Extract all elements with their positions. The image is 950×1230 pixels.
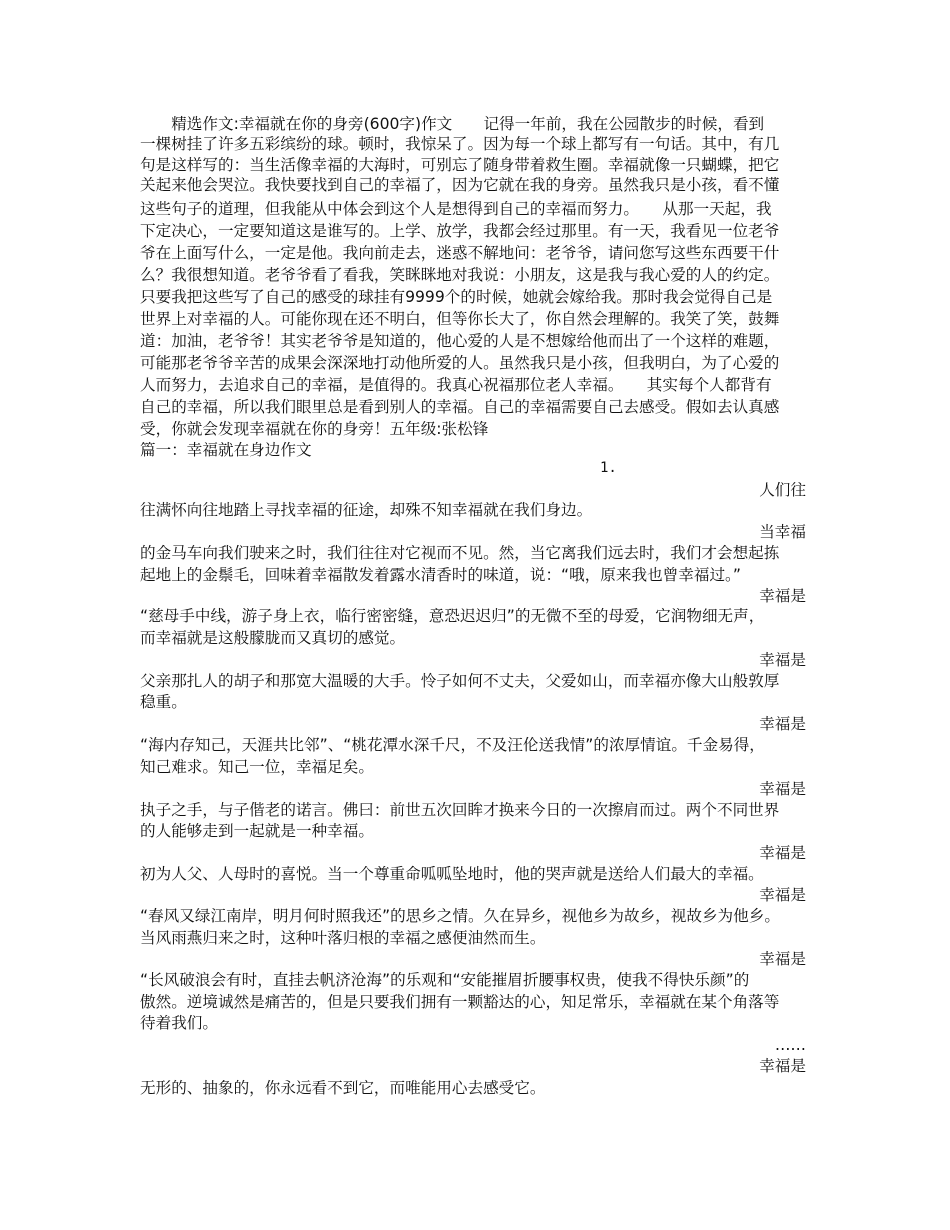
text-line: 道：加油，老爷爷！其实老爷爷是知道的，他心爱的人是不想嫁给他而出了一个这样的难题，: [140, 332, 780, 350]
text-line: 的金马车向我们驶来之时，我们往往对它视而不见。然，当它离我们远去时，我们才会想起拣: [140, 544, 780, 562]
paragraph-lead: 幸福是: [759, 780, 806, 798]
paragraph-lead: 幸福是: [759, 651, 806, 669]
text-line: 这些句子的道理，但我能从中体会到这个人是想得到自己的幸福而努力。 从那一天起，我: [140, 200, 772, 218]
text-line: “海内存知己，天涯共比邻”、“桃花潭水深千尺，不及汪伦送我情”的浓厚情谊。千金易得，: [140, 736, 765, 754]
paragraph-lead: 幸福是: [759, 886, 806, 904]
text-line: 自己的幸福，所以我们眼里总是看到别人的幸福。自己的幸福需要自己去感受。假如去认真感: [140, 398, 780, 416]
paragraph-lead: 幸福是: [759, 587, 806, 605]
text-line: 关起来他会哭泣。我快要找到自己的幸福了，因为它就在我的身旁。虽然我只是小孩，看不懂: [140, 176, 780, 194]
text-line: 爷在上面写什么，一定是他。我向前走去，迷惑不解地问：老爷爷，请问您写这些东西要干什: [140, 244, 780, 262]
text-line: 句是这样写的：当生活像幸福的大海时，可别忘了随身带着救生圈。幸福就像一只蝴蝶，把它: [140, 156, 780, 174]
text-line: 执子之手，与子偕老的诺言。佛曰：前世五次回眸才换来今日的一次擦肩而过。两个不同世界: [140, 801, 780, 819]
text-line: “长风破浪会有时，直挂去帆济沧海”的乐观和“安能摧眉折腰事权贵，使我不得快乐颜”的: [140, 971, 750, 989]
paragraph-lead: 幸福是: [759, 1057, 806, 1075]
text-line: 只要我把这些写了自己的感受的球挂有9999个的时候，她就会嫁给我。那时我会觉得自己是: [140, 288, 773, 306]
text-line: “慈母手中线，游子身上衣，临行密密缝，意恐迟迟归”的无微不至的母爱，它润物细无声，: [140, 607, 765, 625]
text-line: 傲然。逆境诚然是痛苦的，但是只要我们拥有一颗豁达的心，知足常乐，幸福就在某个角落等: [140, 993, 780, 1011]
text-line: 往满怀向往地踏上寻找幸福的征途，却殊不知幸福就在我们身边。: [140, 501, 593, 519]
text-line: “春风又绿江南岸，明月何时照我还”的思乡之情。久在异乡，视他乡为故乡，视故乡为他乡。: [140, 907, 780, 925]
text-line: 人而努力，去追求自己的幸福，是值得的。我真心祝福那位老人幸福。 其实每个人都背有: [140, 376, 772, 394]
text-line: 精选作文:幸福就在你的身旁(600字)作文 记得一年前，我在公园散步的时候，看到: [140, 115, 765, 133]
section-number: 1.: [600, 460, 617, 476]
text-line: 下定决心，一定要知道这是谁写的。上学、放学，我都会经过那里。有一天，我看见一位老爷: [140, 222, 780, 240]
text-line: 初为人父、人母时的喜悦。当一个尊重命呱呱坠地时，他的哭声就是送给人们最大的幸福。: [140, 865, 764, 883]
text-line: 稳重。: [140, 693, 187, 711]
text-line: 无形的、抽象的，你永远看不到它，而唯能用心去感受它。: [140, 1079, 546, 1097]
paragraph-lead: 人们往: [759, 481, 806, 499]
text-line: 当风雨燕归来之时，这种叶落归根的幸福之感便油然而生。: [140, 929, 546, 947]
section-title: 篇一：幸福就在身边作文: [140, 441, 312, 459]
ellipsis: ……: [774, 1036, 806, 1054]
text-line: 么？我很想知道。老爷爷看了看我，笑眯眯地对我说：小朋友，这是我与我心爱的人的约定。: [140, 266, 780, 284]
text-line: 世界上对幸福的人。可能你现在还不明白，但等你长大了，你自然会理解的。我笑了笑，鼓舞: [140, 310, 780, 328]
text-line: 待着我们。: [140, 1014, 218, 1032]
paragraph-lead: 幸福是: [759, 844, 806, 862]
text-line: 可能那老爷爷辛苦的成果会深深地打动他所爱的人。虽然我只是小孩，但我明白，为了心爱的: [140, 354, 780, 372]
paragraph-lead: 当幸福: [759, 523, 806, 541]
text-line: 的人能够走到一起就是一种幸福。: [140, 822, 374, 840]
text-line: 父亲那扎人的胡子和那宽大温暖的大手。怜子如何不丈夫，父爱如山，而幸福亦像大山般敦厚: [140, 672, 780, 690]
text-line: 知己难求。知己一位，幸福足矣。: [140, 758, 374, 776]
text-line: 受，你就会发现幸福就在你的身旁！五年级:张松锋: [140, 420, 489, 438]
text-line: 起地上的金鬃毛，回味着幸福散发着露水清香时的味道，说：“哦，原来我也曾幸福过。”: [140, 566, 741, 584]
text-line: 而幸福就是这般朦胧而又真切的感觉。: [140, 629, 406, 647]
paragraph-lead: 幸福是: [759, 715, 806, 733]
paragraph-lead: 幸福是: [759, 950, 806, 968]
text-line: 一棵树挂了许多五彩缤纷的球。顿时，我惊呆了。因为每一个球上都写有一句话。其中，有几: [140, 135, 780, 153]
